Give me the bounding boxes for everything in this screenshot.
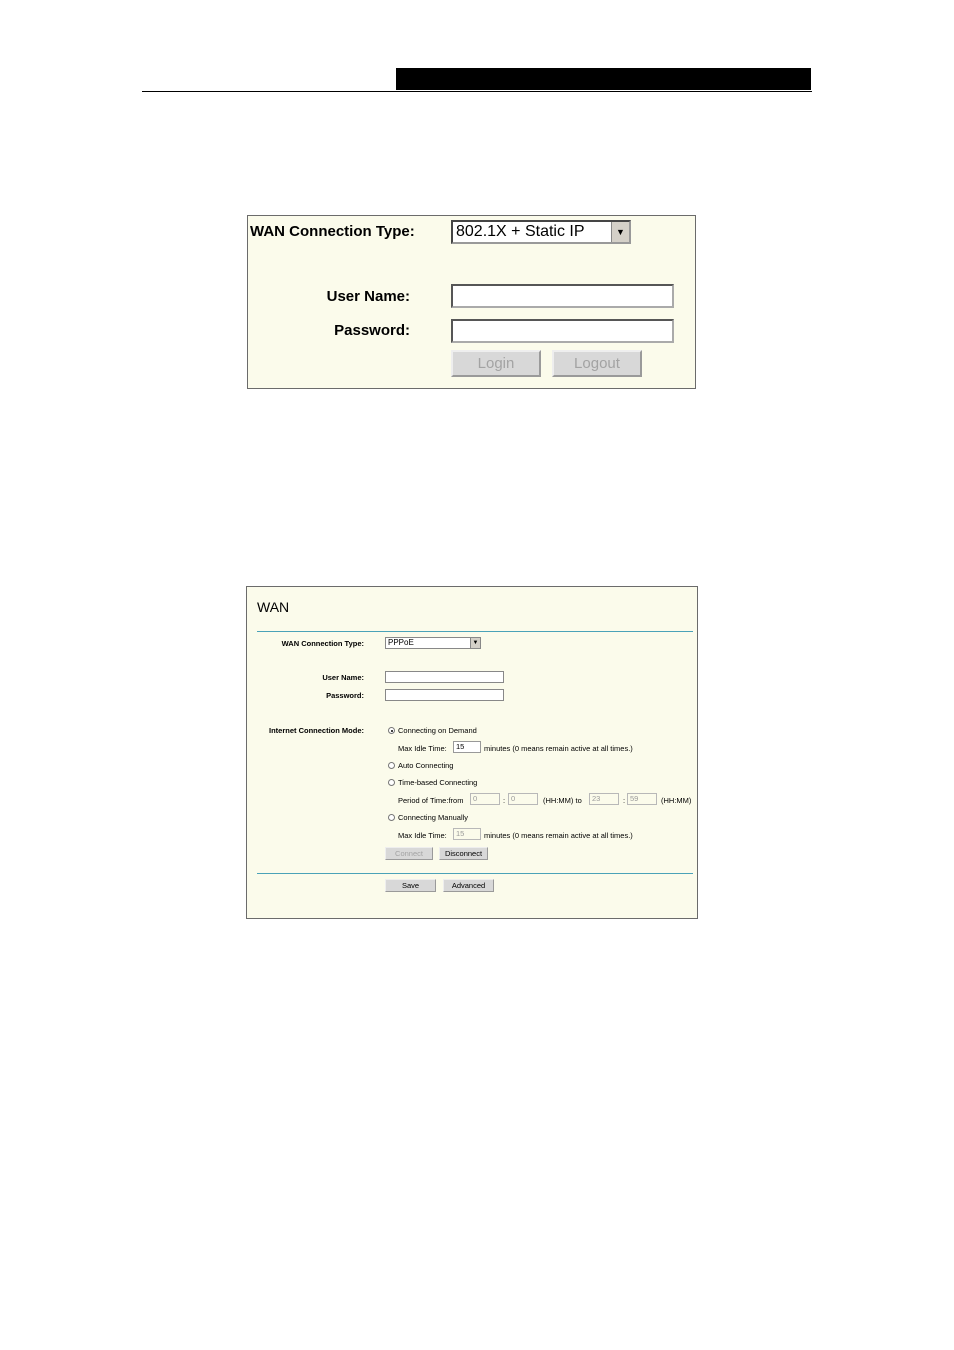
mode-label-on-demand: Connecting on Demand [398,726,477,735]
divider-top [257,631,693,632]
login-button[interactable]: Login [451,350,541,377]
header-rule [142,91,812,92]
manual-max-idle-time-note: minutes (0 means remain active at all times.) [484,831,633,840]
hhmm-to-label: (HH:MM) to [543,796,582,805]
wan-connection-type-value: 802.1X + Static IP [456,223,585,240]
time-colon: : [623,796,626,805]
wan-connection-type-select[interactable] [451,220,631,244]
manual-max-idle-time-label: Max Idle Time: [398,831,447,840]
time-colon: : [503,796,506,805]
password-input[interactable] [385,689,504,701]
page-title: WAN [257,599,290,615]
password-label: Password: [326,691,364,700]
from-hour-input[interactable]: 0 [470,793,500,805]
from-minute-input[interactable]: 0 [508,793,538,805]
wan-connection-type-select[interactable] [385,637,481,649]
to-hour-input[interactable]: 23 [589,793,619,805]
dropdown-arrow-icon[interactable]: ▼ [611,222,629,242]
wan-connection-type-label: WAN Connection Type: [281,639,364,648]
dropdown-arrow-icon[interactable]: ▼ [470,638,480,648]
period-of-time-label: Period of Time:from [398,796,464,805]
save-button[interactable]: Save [385,879,436,892]
username-label: User Name: [326,288,410,305]
radio-connecting-manually[interactable] [388,814,395,821]
header-bar [396,68,811,90]
internet-connection-mode-label: Internet Connection Mode: [269,726,364,735]
username-label: User Name: [322,673,364,682]
panel-wan-pppoe [246,586,698,919]
panel-8021x-static-ip [247,215,696,389]
logout-button[interactable]: Logout [552,350,642,377]
disconnect-button[interactable]: Disconnect [439,847,488,860]
mode-label-time-based: Time-based Connecting [398,778,478,787]
radio-connecting-on-demand[interactable] [388,727,395,734]
username-input[interactable] [385,671,504,683]
wan-connection-type-label: WAN Connection Type: [250,223,415,240]
radio-auto-connecting[interactable] [388,762,395,769]
divider-bottom [257,873,693,874]
to-minute-input[interactable]: 59 [627,793,657,805]
max-idle-time-label: Max Idle Time: [398,744,447,753]
password-input[interactable] [451,319,674,343]
manual-max-idle-time-input[interactable]: 15 [453,828,481,840]
mode-label-auto: Auto Connecting [398,761,454,770]
max-idle-time-note: minutes (0 means remain active at all times.) [484,744,633,753]
hhmm-end-label: (HH:MM) [661,796,692,805]
mode-label-manual: Connecting Manually [398,813,469,822]
max-idle-time-input[interactable]: 15 [453,741,481,753]
username-input[interactable] [451,284,674,308]
advanced-button[interactable]: Advanced [443,879,494,892]
password-label: Password: [334,322,410,339]
connect-button[interactable]: Connect [385,847,433,860]
radio-time-based-connecting[interactable] [388,779,395,786]
wan-connection-type-value: PPPoE [388,638,414,647]
